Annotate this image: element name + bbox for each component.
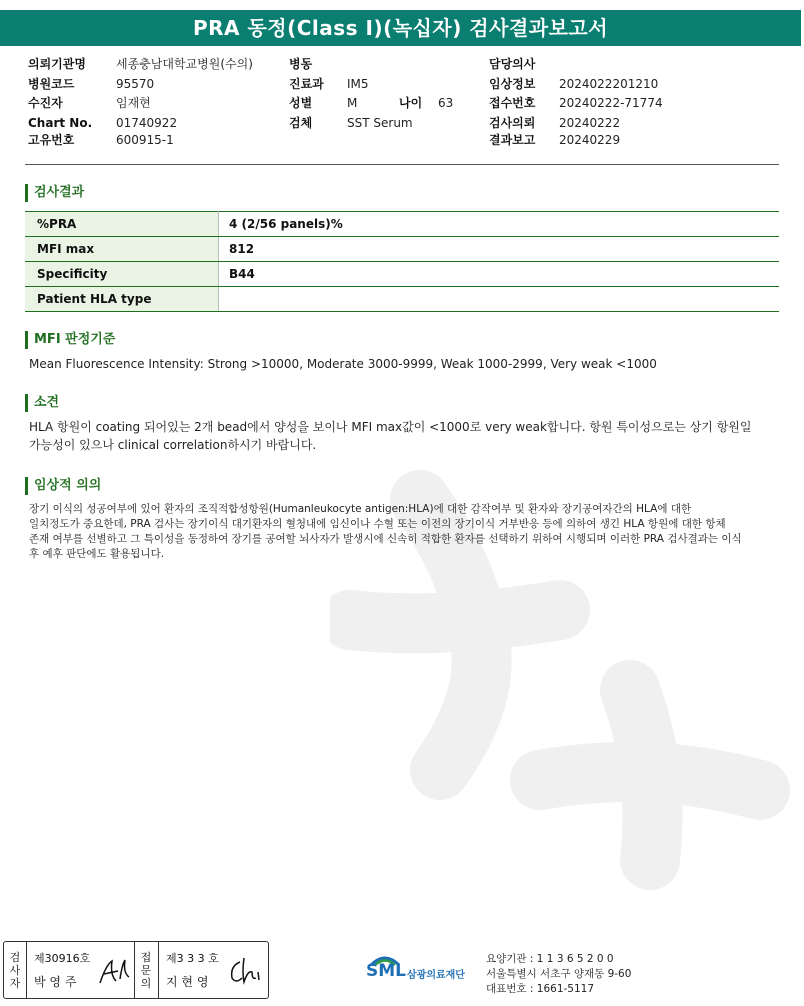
info-label: 성별 xyxy=(289,96,313,110)
info-label: 병동 xyxy=(289,57,313,71)
section-heading-opinion: 소견 xyxy=(25,394,59,412)
patient-info-block xyxy=(0,55,804,155)
info-value: 63 xyxy=(438,96,454,110)
confirmer-signature xyxy=(228,956,262,986)
info-label: 진료과 xyxy=(289,77,324,91)
result-value: 4 (2/56 panels)% xyxy=(219,212,780,237)
info-label: 임상정보 xyxy=(489,77,536,91)
examiner-signature xyxy=(98,957,132,987)
info-value: 20240222-71774 xyxy=(559,96,663,110)
sml-logo xyxy=(365,949,485,995)
criteria-text: Mean Fluorescence Intensity: Strong >10000, Moderate 3000-9999, Weak 1000-2999, Very weak <1000 xyxy=(29,357,657,371)
examiner-label-char: 검 xyxy=(9,951,21,964)
info-value: 20240222 xyxy=(559,116,621,130)
examiner-name: 박 영 주 xyxy=(34,975,77,989)
info-value: M xyxy=(347,96,358,110)
examiner-label-char: 사 xyxy=(9,964,21,977)
result-key: Specificity xyxy=(25,262,219,287)
clinical-line: 일치정도가 중요한데, PRA 검사는 장기이식 대기환자의 혈청내에 임신이나 수혈 또는 이전의 장기이식 거부반응 등에 의하여 생긴 HLA 항원에 대한 항체 xyxy=(29,518,726,530)
info-label: 병원코드 xyxy=(28,77,75,91)
info-label: 검체 xyxy=(289,116,313,130)
info-value: 20240229 xyxy=(559,133,621,147)
sml-logo-text: SML xyxy=(366,961,406,981)
confirmer-label-char: 접 xyxy=(140,951,152,964)
phone: 대표번호 : 1661-5117 xyxy=(486,983,595,995)
clinical-line: 후 예후 판단에도 활용됩니다. xyxy=(29,548,165,560)
examiner-license-no: 제30916호 xyxy=(34,952,91,965)
info-label: 수진자 xyxy=(28,96,63,110)
examiner-label-cell xyxy=(4,942,27,998)
confirmer-label-char: 문 xyxy=(140,964,152,977)
info-value: 95570 xyxy=(116,77,155,91)
info-label: 의뢰기관명 xyxy=(28,57,86,71)
signature-box xyxy=(3,941,269,999)
info-value: IM5 xyxy=(347,77,369,91)
section-heading-results: 검사결과 xyxy=(25,184,84,202)
info-label: 담당의사 xyxy=(489,57,536,71)
confirmer-label-char: 의 xyxy=(140,977,152,990)
info-label: 나이 xyxy=(399,96,423,110)
info-label: 검사의뢰 xyxy=(489,116,536,130)
clinical-line: 존재 여부를 선별하고 그 특이성을 동정하여 장기를 공여할 뇌사자가 발생시에 신속히 적합한 환자를 선택하기 위하여 시행되며 이러한 PRA 검사결과는 이식 xyxy=(29,533,742,545)
result-key: %PRA xyxy=(25,212,219,237)
info-label: 접수번호 xyxy=(489,96,536,110)
info-value: 600915-1 xyxy=(116,133,174,147)
section-heading-clinical: 임상적 의의 xyxy=(25,477,101,495)
table-row xyxy=(25,262,779,287)
info-value: 01740922 xyxy=(116,116,178,130)
result-value xyxy=(219,287,780,312)
info-label: 결과보고 xyxy=(489,133,536,147)
result-value: 812 xyxy=(219,237,780,262)
info-label: 고유번호 xyxy=(28,133,75,147)
institution-code: 요양기관 : 1 1 3 6 5 2 0 0 xyxy=(486,953,614,965)
sml-org-name: 삼광의료재단 xyxy=(407,970,465,981)
result-value: B44 xyxy=(219,262,780,287)
table-row xyxy=(25,287,779,312)
examiner-label-char: 자 xyxy=(9,977,21,990)
clinical-line: 장기 이식의 성공여부에 있어 환자의 조직적합성항원(Humanleukocyte antigen:HLA)에 대한 감작여부 및 환자와 장기공여자간의 HLA에 대한 xyxy=(29,503,692,515)
table-row xyxy=(25,212,779,237)
confirmer-label-cell xyxy=(134,942,159,998)
table-row xyxy=(25,237,779,262)
opinion-line: 가능성이 있으나 clinical correlation하시기 바랍니다. xyxy=(29,438,317,452)
info-label: Chart No. xyxy=(28,116,93,130)
results-table xyxy=(25,211,779,312)
confirmer-cell xyxy=(158,942,268,998)
clinical-text xyxy=(29,502,774,562)
address: 서울특별시 서초구 양재동 9-60 xyxy=(486,968,632,980)
opinion-text xyxy=(29,418,769,454)
report-title: PRA 동정(Class I)(녹십자) 검사결과보고서 xyxy=(0,10,801,46)
divider xyxy=(25,164,779,165)
info-value: 2024022201210 xyxy=(559,77,659,91)
confirmer-license-no: 제3 3 3 호 xyxy=(166,952,219,965)
result-key: MFI max xyxy=(25,237,219,262)
info-value: SST Serum xyxy=(347,116,413,130)
confirmer-name: 지 현 영 xyxy=(166,975,209,989)
section-heading-criteria: MFI 판정기준 xyxy=(25,331,115,349)
result-key: Patient HLA type xyxy=(25,287,219,312)
info-value: 세종충남대학교병원(수의) xyxy=(116,57,253,71)
info-value: 임재현 xyxy=(116,96,151,110)
opinion-line: HLA 항원이 coating 되어있는 2개 bead에서 양성을 보이나 MFI max값이 <1000로 very weak합니다. 항원 특이성으로는 상기 항원일 xyxy=(29,420,752,434)
examiner-cell xyxy=(26,942,135,998)
